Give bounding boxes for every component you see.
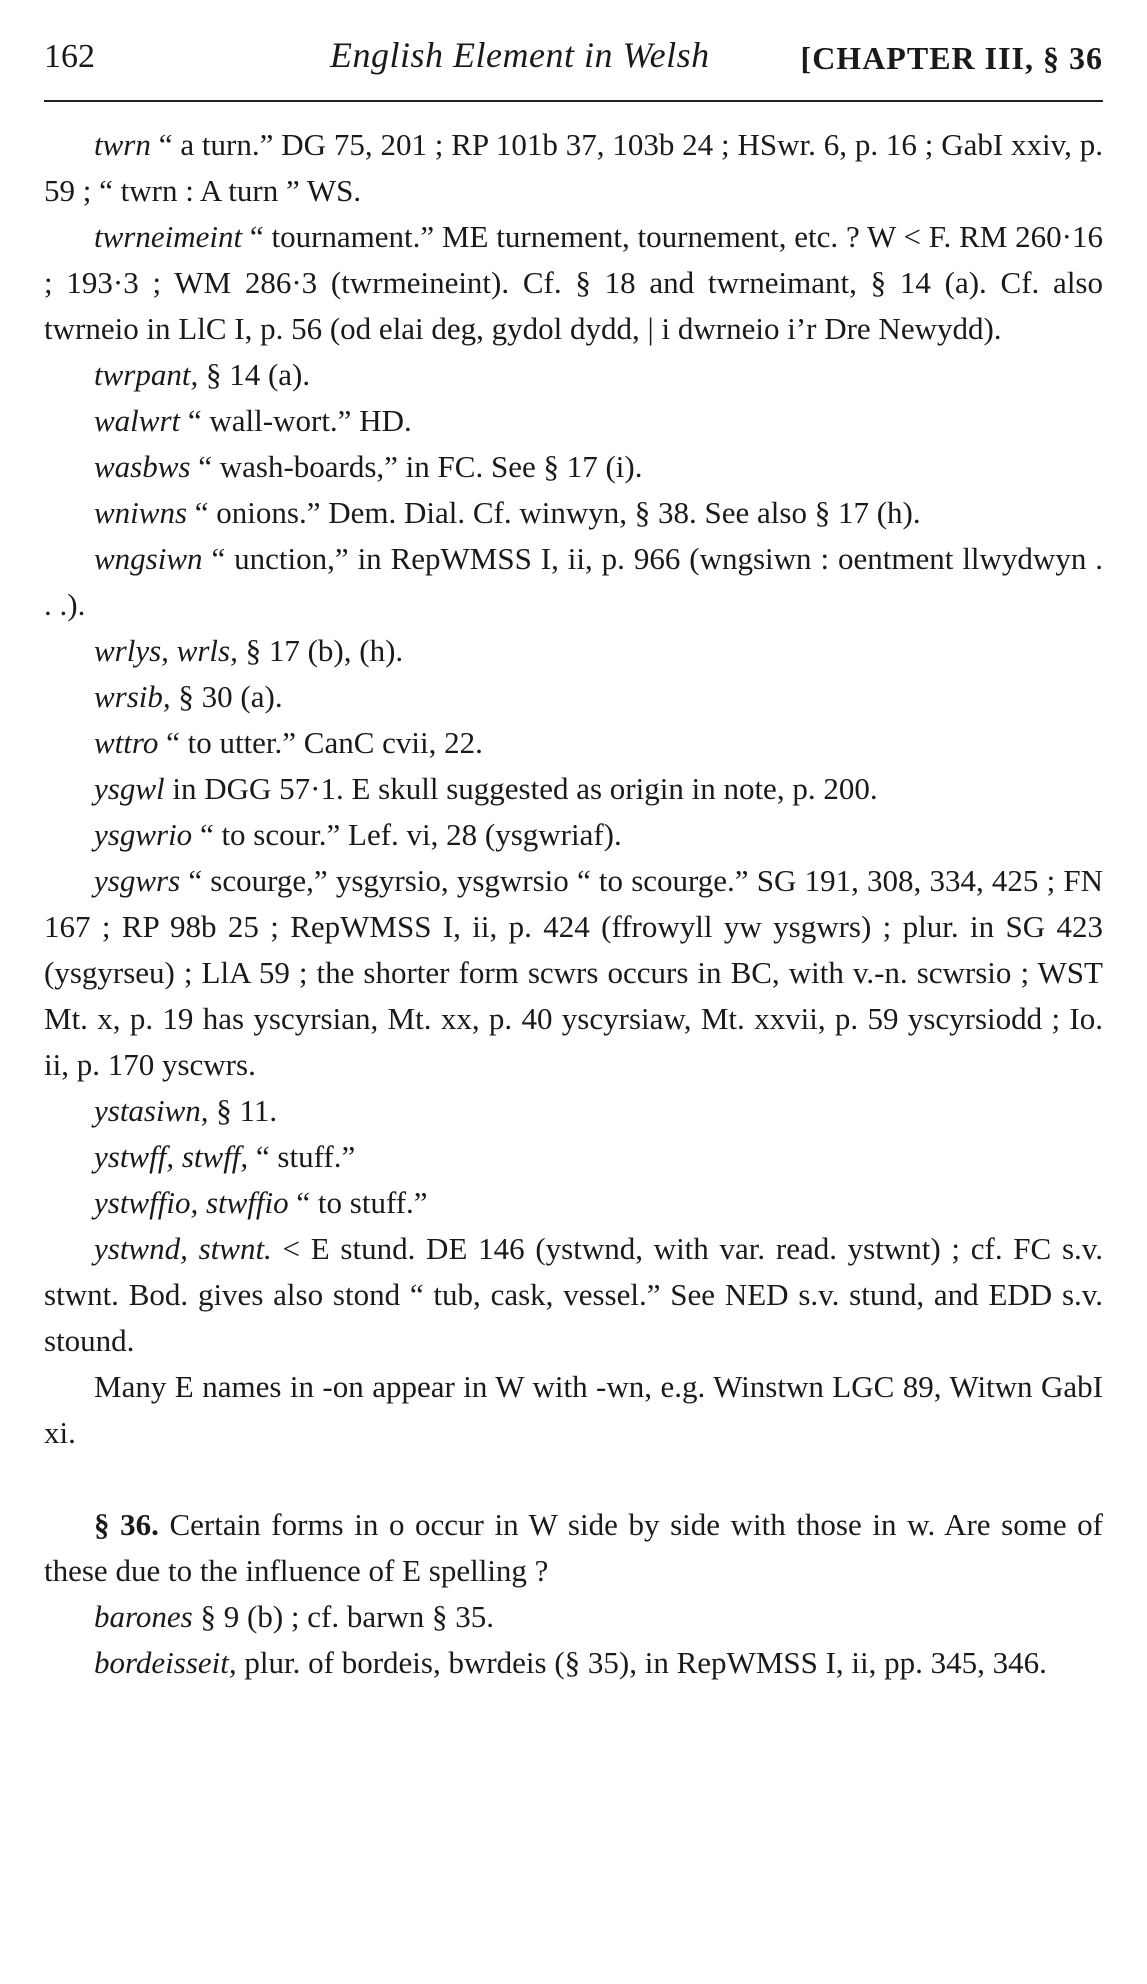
page-body <box>44 122 1103 1686</box>
section-entries <box>44 1594 1103 1686</box>
closing-paragraph: Many E names in -on appear in W with -wn, e.g. Winstwn LGC 89, Witwn GabI xi. <box>44 1369 1103 1450</box>
entry-text: < E stund. DE 146 (ystwnd, with var. read. ystwnt) ; cf. FC s.v. stwnt. Bod. gives also stond “ tub, cask, vessel.” See NED s.v. stund, and EDD s.v. stound. <box>44 1231 1103 1358</box>
glossary-entry <box>44 122 1103 214</box>
glossary-entry <box>44 536 1103 628</box>
entry-headword: twrn <box>94 127 151 162</box>
glossary-entry <box>44 352 1103 398</box>
entry-headword: wngsiwn <box>94 541 203 576</box>
entry-text: “ onions.” Dem. Dial. Cf. winwyn, § 38. See also § 17 (h). <box>187 495 921 530</box>
entry-text: “ unction,” in RepWMSS I, ii, p. 966 (wngsiwn : oentment llwydwyn . . .). <box>44 541 1103 622</box>
entry-headword: twrpant, <box>94 357 199 392</box>
entry-text: § 17 (b), (h). <box>237 633 404 668</box>
glossary-entry <box>44 858 1103 1088</box>
entry-text: plur. of bordeis, bwrdeis (§ 35), in RepWMSS I, ii, pp. 345, 346. <box>236 1645 1047 1680</box>
entry-headword: ystwff, stwff, <box>94 1139 249 1174</box>
entry-text: “ to utter.” CanC cvii, 22. <box>158 725 483 760</box>
entry-text: § 9 (b) ; cf. barwn § 35. <box>192 1599 495 1634</box>
entry-headword: wttro <box>94 725 159 760</box>
entry-headword: ysgwl <box>94 771 165 806</box>
entry-headword: walwrt <box>94 403 181 438</box>
entry-headword: ystwffio, stwffio <box>94 1185 289 1220</box>
glossary-entry <box>44 812 1103 858</box>
running-header <box>44 28 1103 88</box>
entry-headword: wrsib, <box>94 679 171 714</box>
entry-headword: wasbws <box>94 449 191 484</box>
glossary-entry <box>44 1640 1103 1686</box>
entry-headword: ystwnd, stwnt. <box>94 1231 272 1266</box>
glossary-entries <box>44 122 1103 1364</box>
entry-text: “ a turn.” DG 75, 201 ; RP 101b 37, 103b 24 ; HSwr. 6, p. 16 ; GabI xxiv, p. 59 ; “ twrn : A turn ” WS. <box>44 127 1103 208</box>
entry-text: § 30 (a). <box>170 679 283 714</box>
entry-text: “ stuff.” <box>248 1139 356 1174</box>
section-number: § 36. <box>94 1507 159 1542</box>
entry-headword: wrlys, wrls, <box>94 633 238 668</box>
glossary-entry <box>44 1134 1103 1180</box>
entry-headword: barones <box>94 1599 193 1634</box>
glossary-entry <box>44 444 1103 490</box>
glossary-entry <box>44 398 1103 444</box>
entry-headword: ysgwrs <box>94 863 181 898</box>
header-rule <box>44 100 1103 102</box>
glossary-entry <box>44 490 1103 536</box>
glossary-entry <box>44 628 1103 674</box>
entry-text: “ scourge,” ysgyrsio, ysgwrsio “ to scourge.” SG 191, 308, 334, 425 ; FN 167 ; RP 98b 25 ; RepWMSS I, ii, p. 424 (ffrowyll yw ysgwrs) ; plur. in SG 423 (ysgyrseu) ; LlA 59 ; the shorter form scwrs occurs in BC, with v.-n. scwrsio ; WST Mt. x, p. 19 has yscyrsian, Mt. xx, p. 40 yscyrsiaw, Mt. xxvii, p. 59 yscyrsiodd ; Io. ii, p. 170 yscwrs. <box>44 863 1103 1082</box>
chapter-reference: [CHAPTER III, § 36 <box>800 40 1103 76</box>
page-number: 162 <box>44 38 95 75</box>
entry-headword: wniwns <box>94 495 188 530</box>
glossary-entry <box>44 1226 1103 1364</box>
glossary-entry <box>44 766 1103 812</box>
entry-text: “ to scour.” Lef. vi, 28 (ysgwriaf). <box>192 817 622 852</box>
entry-text: “ wash-boards,” in FC. See § 17 (i). <box>190 449 643 484</box>
entry-text: in DGG 57·1. E skull suggested as origin in note, p. 200. <box>164 771 878 806</box>
section-intro-text: Certain forms in o occur in W side by side with those in w. Are some of these due to the influence of E spelling ? <box>44 1507 1104 1588</box>
glossary-entry <box>44 1088 1103 1134</box>
entry-text: § 11. <box>208 1093 278 1128</box>
entry-headword: bordeisseit, <box>94 1645 237 1680</box>
entry-headword: ystasiwn, <box>94 1093 209 1128</box>
glossary-entry <box>44 1180 1103 1226</box>
entry-headword: twrneimeint <box>94 219 243 254</box>
section-36-intro <box>44 1502 1103 1594</box>
running-title: English Element in Welsh <box>330 35 710 75</box>
glossary-entry <box>44 1594 1103 1640</box>
section-spacer <box>44 1456 1103 1502</box>
entry-headword: ysgwrio <box>94 817 193 852</box>
glossary-entry <box>44 720 1103 766</box>
entry-text: “ tournament.” ME turnement, tournement, etc. ? W < F. RM 260·16 ; 193·3 ; WM 286·3 (twrmeineint). Cf. § 18 and twrneimant, § 14 (a). Cf. also twrneio in LlC I, p. 56 (od elai deg, gydol dydd, | i dwrneio i’r Dre Newydd). <box>44 219 1103 346</box>
entry-text: “ wall-wort.” HD. <box>180 403 412 438</box>
entry-text: § 14 (a). <box>198 357 311 392</box>
entry-text: “ to stuff.” <box>288 1185 428 1220</box>
glossary-entry <box>44 214 1103 352</box>
glossary-entry <box>44 674 1103 720</box>
